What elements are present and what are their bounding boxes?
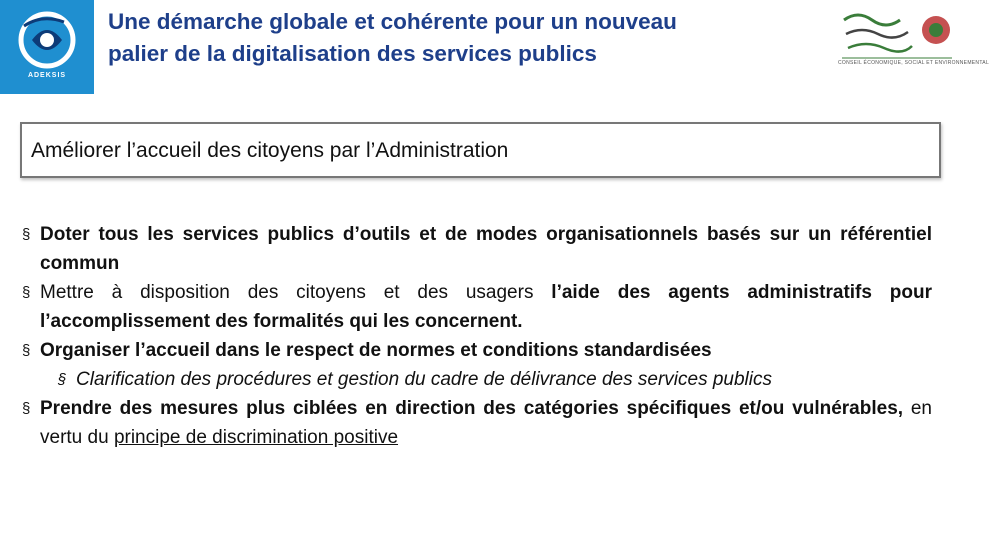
bullet-marker-icon: §: [22, 226, 31, 243]
bullet-list: [22, 220, 932, 452]
section-heading-box: [20, 122, 941, 178]
sub-bullet-text: Clarification des procédures et gestion du cadre de délivrance des services publics: [76, 369, 772, 390]
sub-bullet-item: [58, 365, 932, 394]
logo-right-caption: CONSEIL ÉCONOMIQUE, SOCIAL ET ENVIRONNEMENTAL: [838, 60, 989, 66]
logo-acronym: ADEKSIS: [27, 72, 67, 79]
bullet-text-bold: Prendre des mesures plus ciblées en direction des catégories spécifiques et/ou vulnérables,: [40, 398, 904, 419]
swirl-emblem-icon: [12, 8, 82, 72]
section-heading: Améliorer l’accueil des citoyens par l’Administration: [31, 139, 509, 162]
bullet-item-3: [22, 336, 932, 365]
arabic-calligraphy-logo-icon: [838, 6, 956, 60]
organization-logo-left: [0, 0, 94, 94]
bullet-marker-icon: §: [22, 342, 31, 359]
bullet-marker-icon: §: [58, 371, 67, 388]
bullet-marker-icon: §: [22, 400, 31, 417]
bullet-item-4: [22, 394, 932, 452]
bullet-item-2: [22, 278, 932, 336]
bullet-text: Organiser l’accueil dans le respect de normes et conditions standardisées: [40, 340, 712, 361]
bullet-text-bold: l’aide des agents administratifs pour l’accomplissement des formalités qui les concernent.: [40, 282, 932, 332]
organization-logo-right: [838, 6, 989, 78]
bullet-item-1: [22, 220, 932, 278]
bullet-text: en vertu du: [40, 398, 932, 448]
bullet-text: Doter tous les services publics d’outils et de modes organisationnels basés sur un référentiel commun: [40, 224, 932, 274]
bullet-text: Mettre à disposition des citoyens et des usagers: [40, 282, 552, 303]
bullet-marker-icon: §: [22, 284, 31, 301]
title-line-2: palier de la digitalisation des services publics: [108, 41, 597, 66]
page-title: [108, 6, 828, 70]
bullet-text-underlined: principe de discrimination positive: [113, 427, 399, 448]
title-line-1: Une démarche globale et cohérente pour un nouveau: [108, 9, 677, 34]
